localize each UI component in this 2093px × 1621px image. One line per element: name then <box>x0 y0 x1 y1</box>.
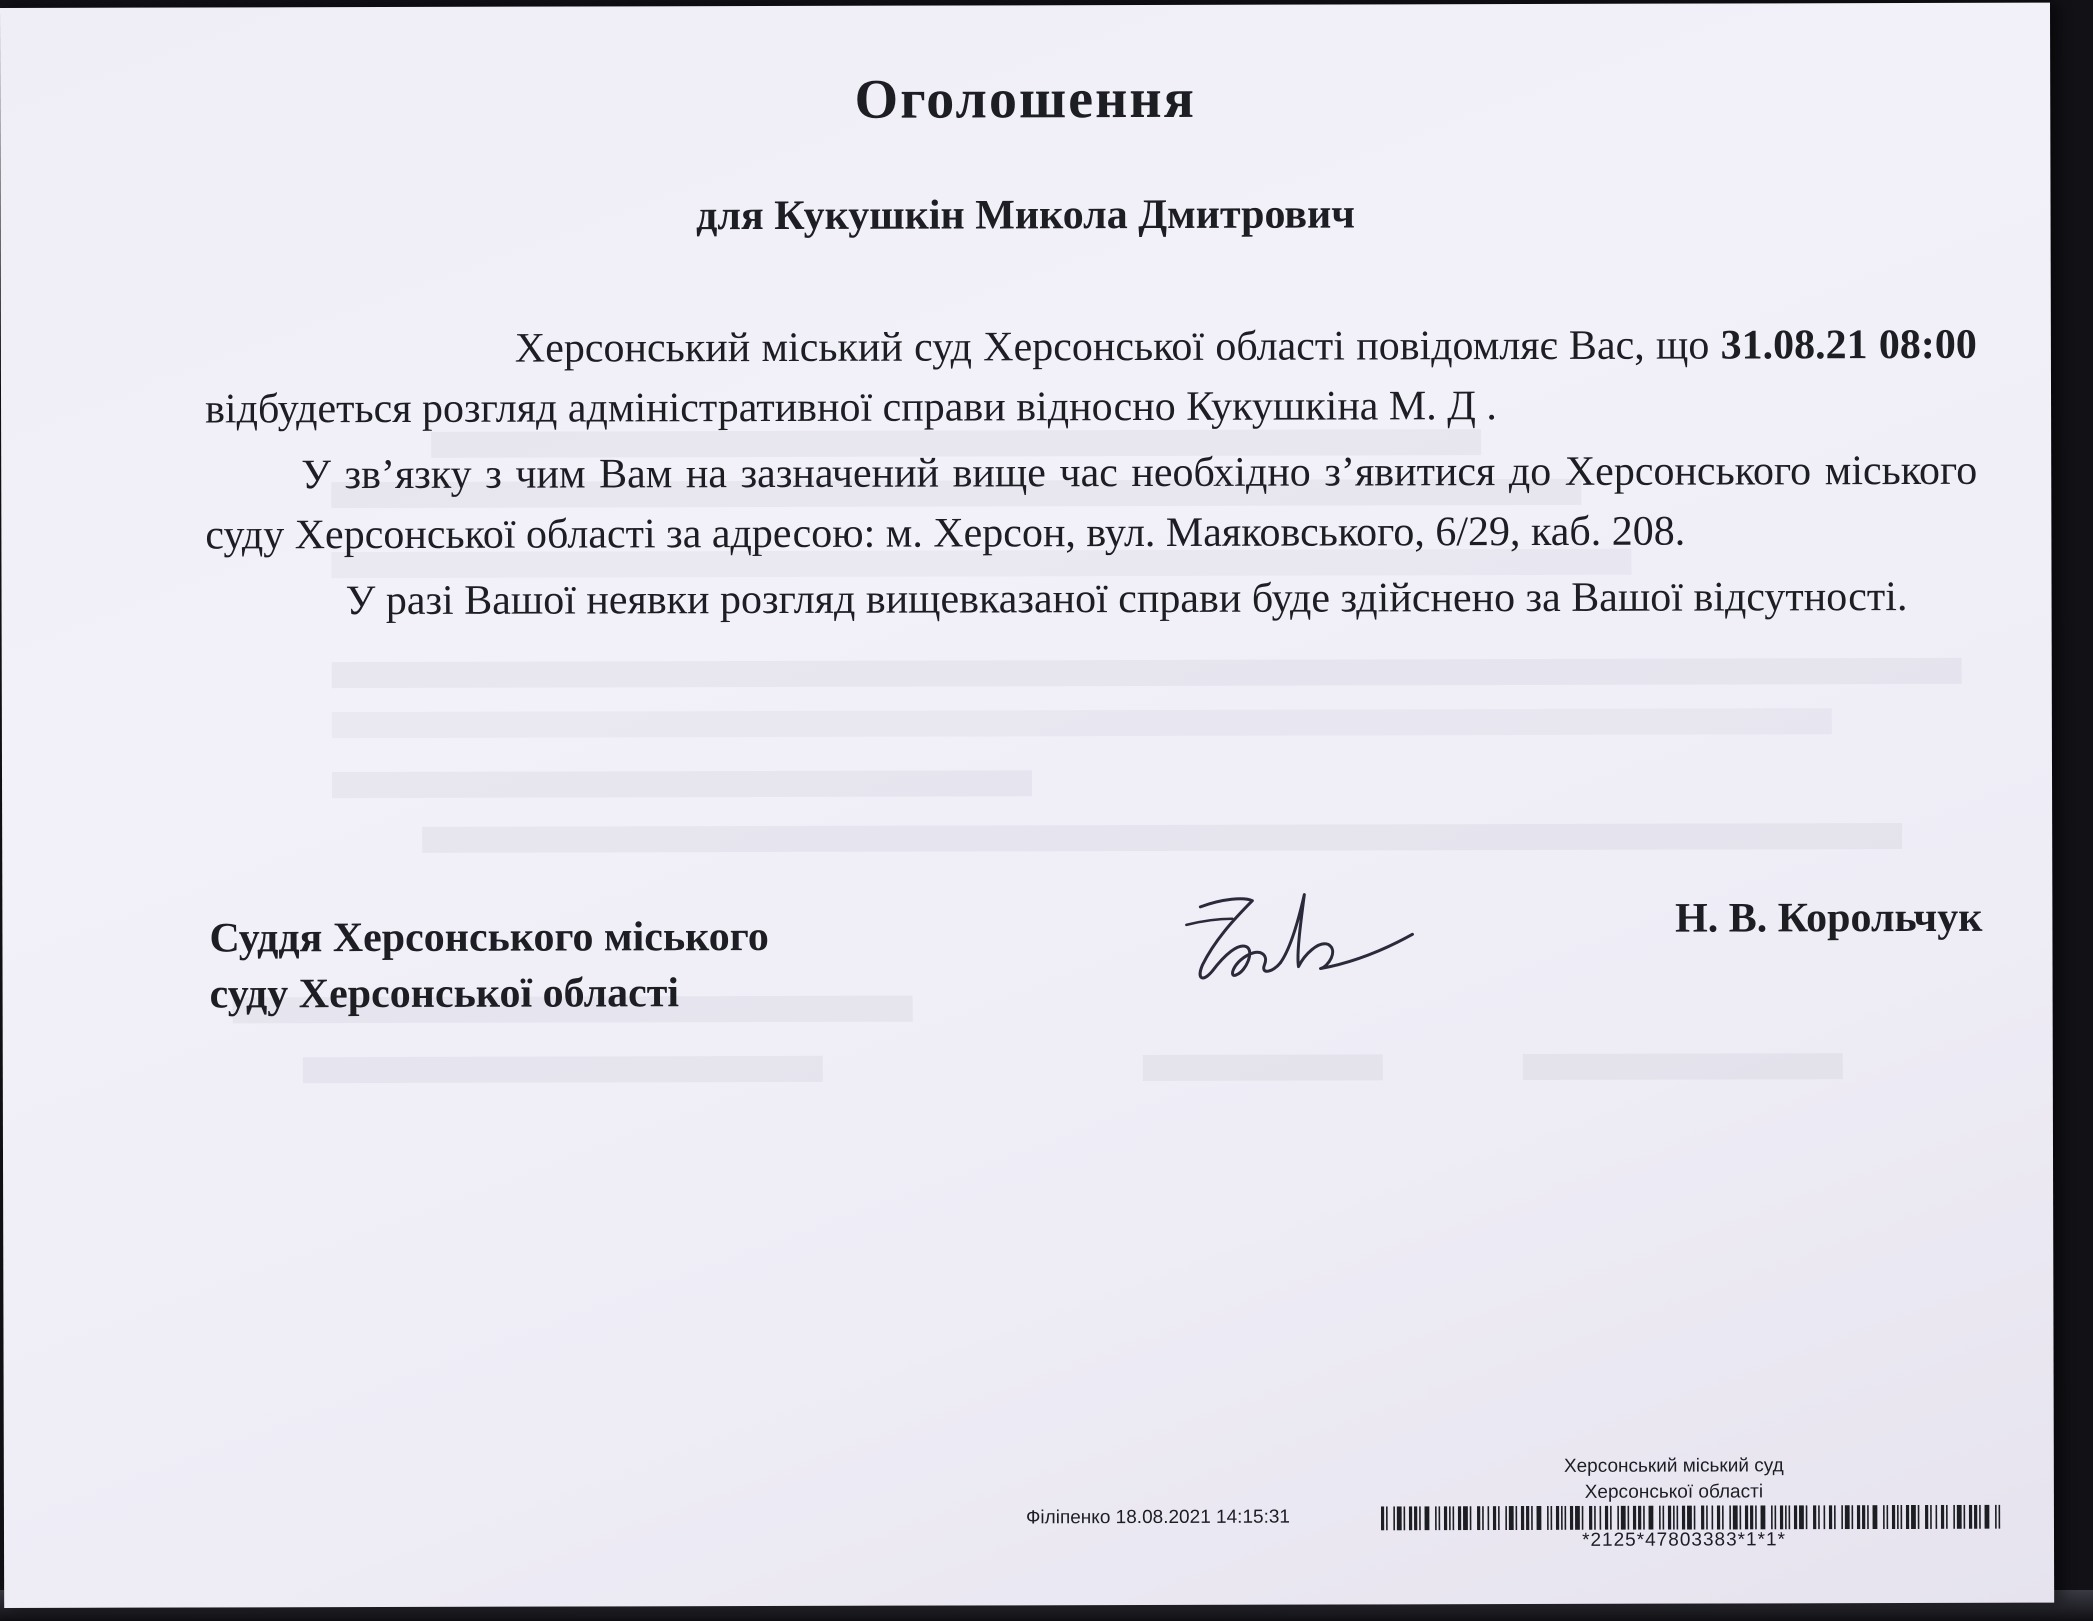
barcode-bar <box>1526 1506 1529 1530</box>
barcode-bar <box>1918 1505 1920 1529</box>
barcode-bar <box>1789 1505 1791 1529</box>
barcode-bar <box>1733 1505 1738 1529</box>
paragraph-hearing <box>205 315 1977 440</box>
clerk-timestamp: Філіпенко 18.08.2021 14:15:31 <box>1025 1506 1291 1529</box>
judge-name: Н. В. Корольчук <box>1675 894 1983 942</box>
handwritten-signature <box>1172 884 1442 995</box>
barcode-bar <box>1775 1505 1777 1529</box>
barcode-bar <box>1867 1505 1869 1529</box>
judge-position-line2: суду Херсонської області <box>209 970 680 1018</box>
barcode-bar <box>1813 1505 1816 1529</box>
judge-position <box>209 909 769 1022</box>
barcode-bar <box>1941 1505 1944 1529</box>
barcode-bar <box>1957 1505 1962 1529</box>
paragraph-hearing-rest: відбудеться розгляд адміністративної справи відносно Кукушкіна М. Д . <box>204 383 1497 433</box>
barcode-bar <box>1930 1505 1932 1529</box>
barcode-bar <box>1381 1506 1384 1530</box>
barcode-bar <box>1897 1505 1899 1529</box>
barcode-bar <box>1682 1506 1685 1530</box>
barcode-bar <box>1605 1506 1608 1530</box>
barcode-bar <box>1771 1505 1773 1529</box>
barcode-bar <box>1409 1506 1412 1530</box>
barcode-bar <box>1974 1505 1977 1529</box>
paragraph-appearance: У зв’язку з чим Вам на зазначений вище час необхідно з’явитися до Херсонського міського суду Херсонської області за адресою: м. Херсон, вул. Маяковського, 6/29, каб. 208. <box>205 447 1978 559</box>
barcode-bar <box>1862 1505 1865 1529</box>
barcode-bar <box>1444 1506 1447 1530</box>
barcode-bar <box>1668 1506 1671 1530</box>
barcode-bar <box>1964 1505 1966 1529</box>
barcode-bar <box>1785 1505 1787 1529</box>
barcode-bar <box>1729 1505 1731 1529</box>
court-stamp-line1: Херсонський міський суд <box>1563 1455 1784 1477</box>
barcode-bar <box>1404 1506 1406 1530</box>
barcode-bar <box>1643 1506 1645 1530</box>
barcode-bar <box>1969 1505 1972 1529</box>
barcode-bar <box>1818 1505 1820 1529</box>
barcode-bar <box>1985 1505 1990 1529</box>
barcode-bar <box>1883 1505 1885 1529</box>
barcode-bar <box>1458 1506 1461 1530</box>
barcode-bar <box>1628 1506 1630 1530</box>
barcode-bar <box>1393 1506 1395 1530</box>
barcode <box>1381 1505 2003 1531</box>
bleed-through <box>0 3 2050 8</box>
barcode-bar <box>1745 1505 1748 1529</box>
barcode-bar <box>1621 1506 1626 1530</box>
barcode-bar <box>1463 1506 1468 1530</box>
barcode-bar <box>1953 1505 1955 1529</box>
barcode-bar <box>1857 1505 1860 1529</box>
barcode-bar <box>1701 1506 1704 1530</box>
barcode-bar <box>1740 1505 1742 1529</box>
barcode-bar <box>1453 1506 1455 1530</box>
barcode-bar <box>1995 1505 1997 1529</box>
barcode-bar <box>1979 1505 1981 1529</box>
barcode-bar <box>1911 1505 1916 1529</box>
barcode-bar <box>1505 1506 1507 1530</box>
barcode-bar <box>1887 1505 1889 1529</box>
barcode-bar <box>1845 1505 1850 1529</box>
barcode-bar <box>1761 1505 1766 1529</box>
barcode-bar <box>1946 1505 1948 1529</box>
hearing-datetime: 31.08.21 08:00 <box>1720 321 1977 369</box>
barcode-bar <box>1717 1506 1720 1530</box>
barcode-bar <box>1999 1505 2001 1529</box>
court-stamp <box>1484 1453 1864 1506</box>
barcode-bar <box>1694 1506 1696 1530</box>
barcode-bar <box>1570 1506 1573 1530</box>
barcode-bar <box>1750 1505 1753 1529</box>
barcode-bar <box>1712 1506 1714 1530</box>
barcode-bar <box>1824 1505 1826 1529</box>
barcode-bar <box>1638 1506 1641 1530</box>
judge-position-line1: Суддя Херсонського міського <box>209 913 769 962</box>
barcode-bar <box>1449 1506 1451 1530</box>
barcode-bar <box>1617 1506 1619 1530</box>
barcode-bar <box>1498 1506 1500 1530</box>
barcode-bar <box>1582 1506 1584 1530</box>
barcode-bar <box>1435 1506 1437 1530</box>
notice-body <box>205 315 1978 632</box>
barcode-bar <box>1794 1505 1797 1529</box>
barcode-bar <box>1673 1506 1675 1530</box>
barcode-bar <box>1561 1506 1563 1530</box>
barcode-bar <box>1659 1506 1661 1530</box>
recipient-line: для Кукушкін Микола Дмитрович <box>696 191 1355 240</box>
barcode-bar <box>1419 1506 1421 1530</box>
barcode-bar <box>1906 1505 1909 1529</box>
barcode-bar <box>1493 1506 1496 1530</box>
barcode-bar <box>1477 1506 1480 1530</box>
barcode-bar <box>1414 1506 1417 1530</box>
paragraph-absence: У разі Вашої неявки розгляд вищевказаної справи буде здійснено за Вашої відсутності. <box>345 574 1908 625</box>
barcode-bar <box>1589 1506 1592 1530</box>
barcode-bar <box>1556 1506 1559 1530</box>
barcode-bar <box>1531 1506 1533 1530</box>
barcode-bar <box>1516 1506 1518 1530</box>
barcode-bar <box>1600 1506 1602 1530</box>
barcode-bar <box>1722 1505 1724 1529</box>
barcode-bar <box>1610 1506 1612 1530</box>
barcode-bar <box>1547 1506 1549 1530</box>
barcode-bar <box>1633 1506 1636 1530</box>
barcode-bar <box>1780 1505 1783 1529</box>
barcode-bar <box>1936 1505 1938 1529</box>
barcode-bar <box>1841 1505 1843 1529</box>
barcode-bar <box>1551 1506 1553 1530</box>
barcode-bar <box>1829 1505 1832 1529</box>
notice-title: Оголошення <box>854 67 1196 131</box>
barcode-bar <box>1439 1506 1441 1530</box>
barcode-bar <box>1397 1506 1402 1530</box>
barcode-bar <box>1521 1506 1524 1530</box>
barcode-bar <box>1575 1506 1580 1530</box>
barcode-bar <box>1425 1506 1430 1530</box>
barcode-bar <box>1677 1506 1679 1530</box>
barcode-bar <box>1482 1506 1484 1530</box>
barcode-bar <box>1873 1505 1878 1529</box>
barcode-bar <box>1806 1505 1808 1529</box>
barcode-number: *2125*47803383*1*1* <box>1582 1529 1786 1551</box>
barcode-bar <box>1687 1506 1692 1530</box>
barcode-bar <box>1901 1505 1903 1529</box>
barcode-bar <box>1386 1506 1388 1530</box>
paper-sheet <box>0 3 2054 1608</box>
barcode-bar <box>1594 1506 1596 1530</box>
court-stamp-line2: Херсонської області <box>1584 1481 1764 1503</box>
barcode-bar <box>1509 1506 1514 1530</box>
barcode-bar <box>1470 1506 1472 1530</box>
barcode-bar <box>1852 1505 1854 1529</box>
barcode-bar <box>1799 1505 1804 1529</box>
barcode-bar <box>1925 1505 1928 1529</box>
barcode-bar <box>1706 1506 1708 1530</box>
barcode-bar <box>1834 1505 1836 1529</box>
barcode-bar <box>1649 1506 1654 1530</box>
barcode-bar <box>1892 1505 1895 1529</box>
barcode-bar <box>1537 1506 1542 1530</box>
barcode-bar <box>1755 1505 1757 1529</box>
barcode-bar <box>1488 1506 1490 1530</box>
barcode-bar <box>1663 1506 1665 1530</box>
paragraph-hearing-lead: Херсонський міський суд Херсонської області повідомляє Вас, що <box>514 322 1710 372</box>
barcode-bar <box>1565 1506 1567 1530</box>
